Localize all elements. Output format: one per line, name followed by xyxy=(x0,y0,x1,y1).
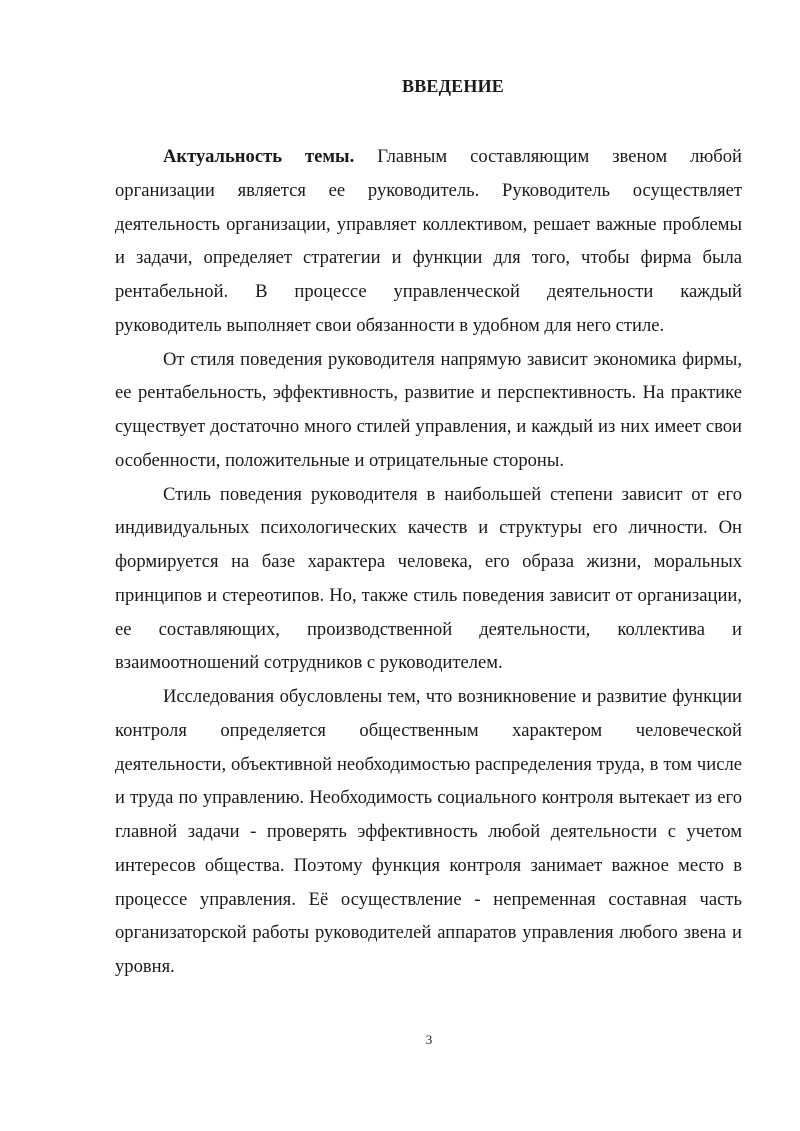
paragraph-1-text: Главным составляющим звеном любой организации является ее руководитель. Руководитель осуществляет деятельность организации, управляет коллективом, решает важные проблемы и задачи, определяет стратегии и функции для того, чтобы фирма была рентабельной. В процессе управленческой деятельности каждый руководитель выполняет свои обязанности в удобном для него стиле. xyxy=(115,146,742,336)
document-body xyxy=(115,140,742,984)
page-number: 3 xyxy=(425,1032,433,1047)
lead-term: Актуальность темы. xyxy=(163,146,355,167)
paragraph-3: Стиль поведения руководителя в наибольшей степени зависит от его индивидуальных психологических качеств и структуры его личности. Он формируется на базе характера человека, его образа жизни, моральных принципов и стереотипов. Но, также стиль поведения зависит от организации, ее составляющих, производственной деятельности, коллектива и взаимоотношений сотрудников с руководителем. xyxy=(115,483,742,674)
page-title: ВВЕДЕНИЕ xyxy=(401,76,504,96)
paragraph-2: От стиля поведения руководителя напрямую зависит экономика фирмы, ее рентабельность, эффективность, развитие и перспективность. На практике существует достаточно много стилей управления, и каждый из них имеет свои особенности, положительные и отрицательные стороны. xyxy=(115,348,742,471)
paragraph-4: Исследования обусловлены тем, что возникновение и развитие функции контроля определяется общественным характером человеческой деятельности, объективной необходимостью распределения труда, в том числе и труда по управлению. Необходимость социального контроля вытекает из его главной задачи - проверять эффективность любой деятельности с учетом интересов общества. Поэтому функция контроля занимает важное место в процессе управления. Её осуществление - непременная составная часть организаторской работы руководителей аппаратов управления любого звена и уровня. xyxy=(115,686,742,977)
paragraph-1 xyxy=(115,140,742,343)
